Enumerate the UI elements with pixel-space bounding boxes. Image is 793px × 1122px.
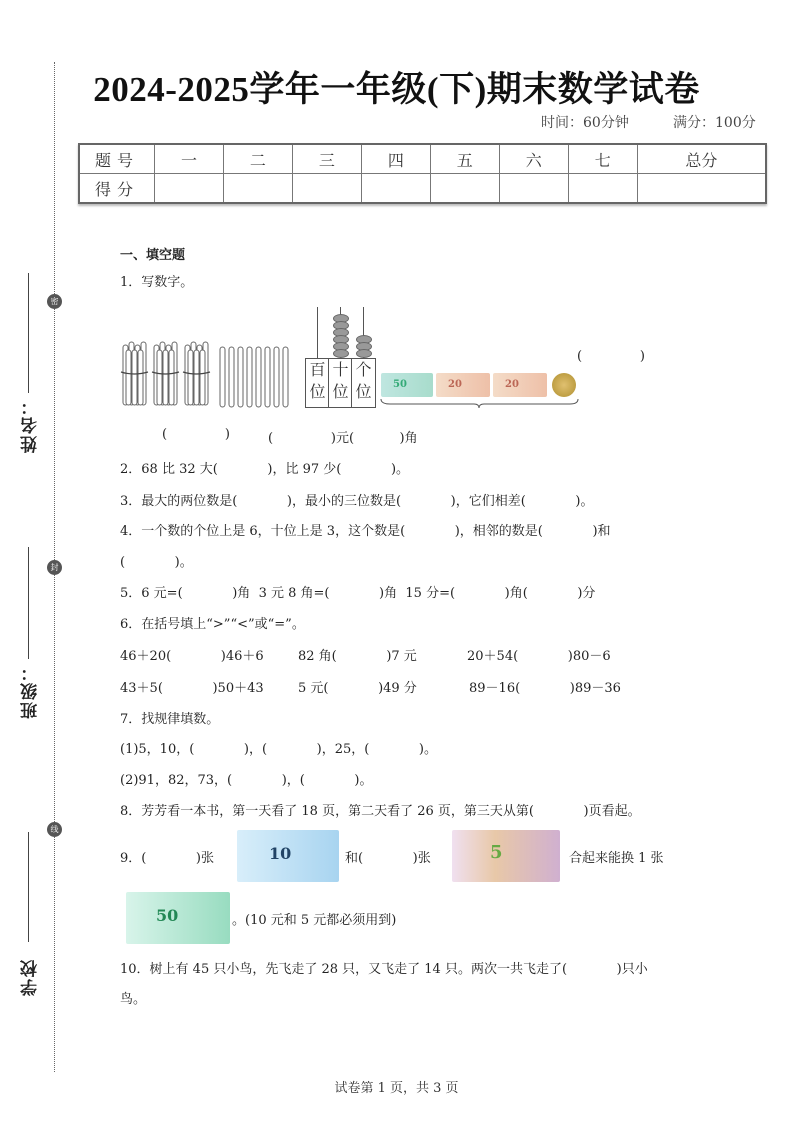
q2-text[interactable]: 2．68 比 32 大( )，比 97 少( )。 [120, 462, 410, 477]
score-cell[interactable] [568, 174, 637, 204]
q7-part1[interactable]: (1)5，10，( )，( )，25，( )。 [120, 742, 437, 757]
q4-text-line2[interactable]: ( )。 [120, 555, 193, 570]
q6-item[interactable]: 89－16( )89－36 [469, 681, 621, 696]
q1-blank-abacus[interactable]: ( ) [577, 349, 645, 364]
name-label: 姓名： [21, 396, 41, 453]
row-label: 得分 [79, 174, 155, 204]
score-cell[interactable] [223, 174, 292, 204]
note-20-icon: 20 [436, 373, 490, 397]
score-cell[interactable] [637, 174, 766, 204]
score-table-header-row [79, 144, 766, 174]
q5-text[interactable]: 5．6 元=( )角 3 元 8 角=( )角 15 分=( )角( )分 [120, 586, 596, 601]
brace-icon [380, 398, 580, 410]
note-50-icon: 50 [381, 373, 433, 397]
col-5: 五 [430, 144, 499, 174]
q6-item[interactable]: 82 角( )7 元 [298, 649, 417, 664]
q1-blank-sticks[interactable]: ( ) [162, 427, 230, 442]
q7-part2[interactable]: (2)91，82，73，( )，( )。 [120, 773, 373, 788]
note-10-icon: 10 [237, 830, 339, 882]
seal-mi-icon: 密 [47, 294, 62, 309]
coin-1yuan-icon [552, 373, 576, 397]
note-5-icon: 5 [452, 830, 560, 882]
seal-feng-icon: 封 [47, 560, 62, 575]
page-title: 2024-2025学年一年级(下)期末数学试卷 [93, 70, 700, 109]
header-label: 题号 [79, 144, 155, 174]
bundle-icon [120, 340, 220, 410]
full-score: 满分：100分 [673, 115, 756, 131]
q4-text-line1[interactable]: 4．一个数的个位上是 6，十位上是 3，这个数是( )，相邻的数是( )和 [120, 524, 611, 539]
score-cell[interactable] [499, 174, 568, 204]
score-table [78, 143, 767, 204]
q9-part4: 。(10 元和 5 元都必须用到) [232, 913, 397, 928]
col-6: 六 [499, 144, 568, 174]
q1-blank-money[interactable]: ( )元( )角 [268, 431, 418, 446]
single-sticks-icon [218, 344, 293, 410]
score-cell[interactable] [155, 174, 224, 204]
page-footer: 试卷第 1 页，共 3 页 [334, 1081, 459, 1096]
q3-text[interactable]: 3．最大的两位数是( )，最小的三位数是( )，它们相差( )。 [120, 494, 594, 509]
exam-time: 时间：60分钟 [541, 115, 629, 131]
q6-item[interactable]: 43＋5( )50＋43 [120, 681, 264, 696]
col-4: 四 [361, 144, 430, 174]
col-1: 一 [155, 144, 224, 174]
q10-text-line2: 鸟。 [120, 992, 147, 1007]
score-cell[interactable] [292, 174, 361, 204]
q6-item[interactable]: 5 元( )49 分 [298, 681, 417, 696]
abacus-hundreds: 百位 [305, 358, 330, 408]
name-line [28, 273, 29, 393]
col-7: 七 [568, 144, 637, 174]
note-20-icon: 20 [493, 373, 547, 397]
abacus-tens: 十位 [328, 358, 353, 408]
q6-item[interactable]: 46＋20( )46＋6 [120, 649, 264, 664]
score-cell[interactable] [361, 174, 430, 204]
col-2: 二 [223, 144, 292, 174]
col-total: 总分 [637, 144, 766, 174]
class-label: 班级： [21, 662, 41, 719]
q6-item[interactable]: 20＋54( )80－6 [467, 649, 611, 664]
q6-text: 6．在括号填上“>”“<”或“=”。 [120, 617, 305, 632]
school-line [28, 832, 29, 942]
q8-text[interactable]: 8．芳芳看一本书，第一天看了 18 页，第二天看了 26 页，第三天从第( )页看起。 [120, 804, 641, 819]
q1-text: 1．写数字。 [120, 275, 194, 290]
score-cell[interactable] [430, 174, 499, 204]
note-50-icon: 50 [126, 892, 230, 944]
score-table-score-row [79, 174, 766, 204]
q10-text-line1[interactable]: 10．树上有 45 只小鸟，先飞走了 28 只，又飞走了 14 只。两次一共飞走了( )只小 [120, 962, 648, 977]
class-line [28, 547, 29, 659]
q9-part1[interactable]: 9．( )张 [120, 851, 215, 866]
col-3: 三 [292, 144, 361, 174]
q9-part2[interactable]: 和( )张 [345, 851, 431, 866]
section-heading: 一、填空题 [120, 248, 186, 263]
q7-text: 7．找规律填数。 [120, 712, 220, 727]
abacus-ones: 个位 [351, 358, 376, 408]
seal-xian-icon: 线 [47, 822, 62, 837]
q9-part3: 合起来能换 1 张 [569, 851, 664, 866]
school-label: 学校 [21, 958, 41, 996]
